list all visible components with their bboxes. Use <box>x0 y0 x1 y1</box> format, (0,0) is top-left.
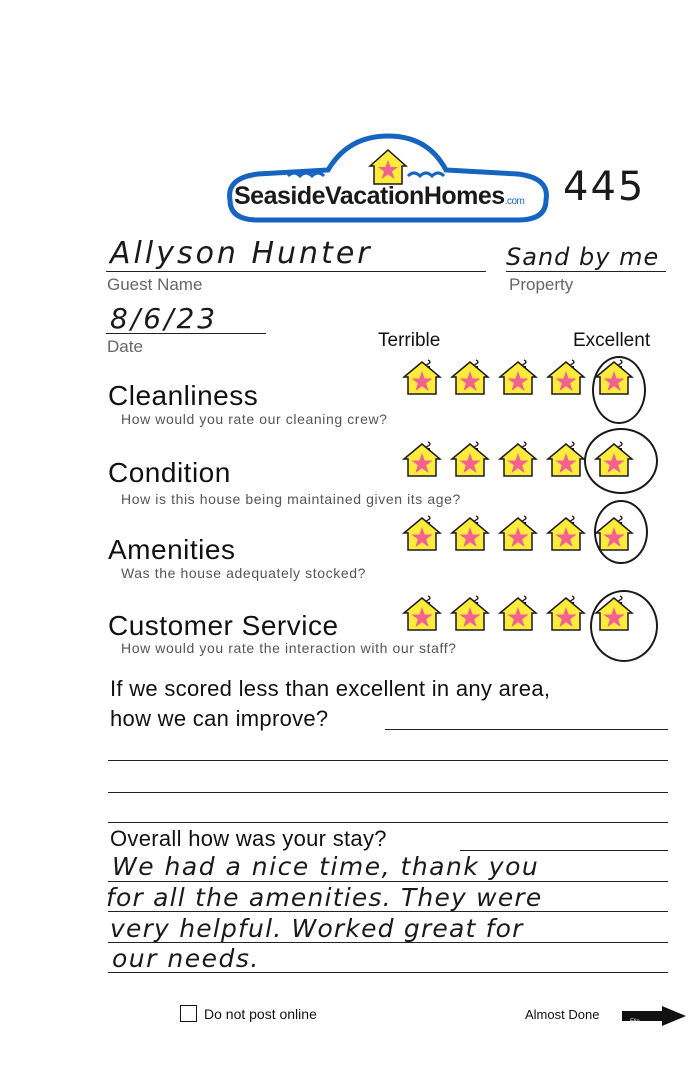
selected-rating-circle <box>594 500 648 564</box>
rating-house-icon[interactable] <box>402 438 442 478</box>
rating-title: Customer Service <box>108 610 339 641</box>
guest-name-value: Allyson Hunter <box>110 236 373 271</box>
card-number: 445 <box>563 164 646 210</box>
improve-line1: If we scored less than excellent in any area, <box>110 676 551 701</box>
rating-house-icon[interactable] <box>402 356 442 396</box>
overall-question: Overall how was your stay? <box>110 826 387 851</box>
rating-house-icon[interactable] <box>498 438 538 478</box>
rating-house-icon[interactable] <box>498 592 538 632</box>
scale-high-label: Excellent <box>573 330 651 351</box>
property-line <box>506 271 666 272</box>
flip-label: Flip <box>630 1019 640 1025</box>
improve-answer-line <box>108 760 668 761</box>
rating-house-icon[interactable] <box>498 512 538 552</box>
date-label: Date <box>107 337 143 356</box>
overall-answer-line-1: We had a nice time, thank you <box>112 852 540 881</box>
rating-house-icon[interactable] <box>498 356 538 396</box>
overall-answer-line <box>108 911 668 912</box>
overall-answer-line <box>108 881 668 882</box>
selected-rating-circle <box>584 428 658 494</box>
rating-house-icon[interactable] <box>402 592 442 632</box>
date-line <box>106 333 266 334</box>
overall-answer-line <box>460 850 668 851</box>
rating-title: Cleanliness <box>108 380 259 411</box>
logo-text <box>234 182 524 211</box>
property-label: Property <box>509 275 574 294</box>
guest-name-line <box>106 271 486 272</box>
improve-answer-line <box>385 729 668 730</box>
improve-line2: how we can improve? <box>110 706 329 731</box>
date-value: 8/6/23 <box>110 302 219 335</box>
rating-house-icon[interactable] <box>546 438 586 478</box>
selected-rating-circle <box>590 590 658 662</box>
rating-title: Condition <box>108 457 231 488</box>
logo-suffix: .com <box>504 196 525 207</box>
improve-answer-line <box>108 792 668 793</box>
improve-answer-line <box>108 822 668 823</box>
guest-name-label: Guest Name <box>107 275 203 294</box>
property-value: Sand by me <box>506 243 660 271</box>
rating-house-icon[interactable] <box>402 512 442 552</box>
scale-low-label: Terrible <box>378 330 441 351</box>
logo <box>218 130 556 226</box>
overall-answer-line <box>108 942 668 943</box>
rating-question: How is this house being maintained given its age? <box>121 491 461 507</box>
rating-house-icon[interactable] <box>450 356 490 396</box>
rating-question: How would you rate the interaction with our staff? <box>121 640 457 656</box>
logo-graphic <box>218 130 556 226</box>
overall-answer-line-2: for all the amenities. They were <box>106 883 543 912</box>
overall-answer-line-4: our needs. <box>112 944 260 973</box>
almost-done-label: Almost Done <box>525 1007 600 1022</box>
overall-answer-line-3: very helpful. Worked great for <box>110 914 524 943</box>
overall-answer-line <box>108 972 668 973</box>
selected-rating-circle <box>592 356 646 424</box>
rating-question: How would you rate our cleaning crew? <box>121 411 388 427</box>
rating-question: Was the house adequately stocked? <box>121 565 366 581</box>
rating-house-icon[interactable] <box>546 592 586 632</box>
logo-brand: SeasideVacationHomes <box>234 182 505 210</box>
rating-house-icon[interactable] <box>450 438 490 478</box>
do-not-post-checkbox[interactable] <box>180 1005 197 1022</box>
rating-house-icon[interactable] <box>450 512 490 552</box>
rating-title: Amenities <box>108 534 236 565</box>
do-not-post-label: Do not post online <box>204 1006 317 1022</box>
rating-house-icon[interactable] <box>450 592 490 632</box>
rating-house-icon[interactable] <box>546 512 586 552</box>
rating-house-icon[interactable] <box>546 356 586 396</box>
